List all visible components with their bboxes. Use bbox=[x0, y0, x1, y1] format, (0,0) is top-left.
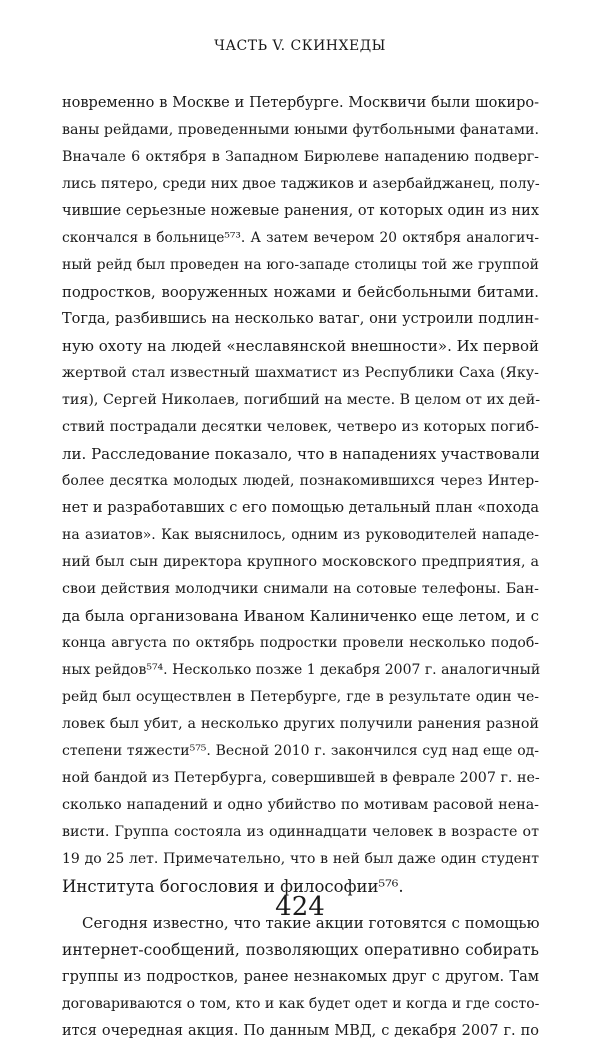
text-line: ных рейдов⁵⁷⁴. Несколько позже 1 декабря 2007 г. аналогичный bbox=[62, 662, 541, 678]
text-line: свои действия молодчики снимали на сотовые телефоны. Бан- bbox=[62, 581, 539, 597]
text-line: ствий пострадали десятки человек, четверо из которых погиб- bbox=[62, 419, 539, 435]
text-line: скончался в больнице⁵⁷³. А затем вечером 20 октября аналогич- bbox=[62, 230, 539, 246]
text-line: ваны рейдами, проведенными юными футбольными фанатами. bbox=[62, 122, 539, 138]
text-line: 19 до 25 лет. Примечательно, что в ней был даже один студент bbox=[62, 851, 539, 867]
text-line: сколько нападений и одно убийство по мотивам расовой нена- bbox=[62, 797, 539, 813]
running-title: ЧАСТЬ V. СКИНХЕДЫ bbox=[214, 38, 386, 54]
page-header bbox=[0, 38, 600, 54]
paragraph bbox=[62, 910, 539, 1045]
paragraph bbox=[62, 90, 539, 900]
text-line: Вначале 6 октября в Западном Бирюлеве нападению подверг- bbox=[62, 149, 539, 165]
text-line: лись пятеро, среди них двое таджиков и азербайджанец, полу- bbox=[62, 176, 540, 192]
text-line: более десятка молодых людей, познакомившихся через Интер- bbox=[62, 473, 539, 489]
text-line: Института богословия и философии⁵⁷⁶. bbox=[62, 877, 404, 896]
text-line: ний был сын директора крупного московского предприятия, а bbox=[62, 554, 539, 570]
text-line: нет и разработавших с его помощью детальный план «похода bbox=[62, 500, 539, 516]
text-line: да была организована Иваном Калиниченко еще летом, и с bbox=[62, 607, 539, 625]
text-line: Тогда, разбившись на несколько ватаг, они устроили подлин- bbox=[62, 311, 539, 327]
text-line: конца августа по октябрь подростки провели несколько подоб- bbox=[62, 635, 539, 651]
text-line: ли. Расследование показало, что в нападениях участвовали bbox=[62, 445, 540, 463]
text-line: новременно в Москве и Петербурге. Москвичи были шокиро- bbox=[62, 95, 539, 111]
text-line: на азиатов». Как выяснилось, одним из руководителей нападе- bbox=[62, 527, 539, 543]
page-number: 424 bbox=[275, 892, 325, 922]
text-line: чившие серьезные ножевые ранения, от которых один из них bbox=[62, 203, 539, 219]
text-line: подростков, вооруженных ножами и бейсбольными битами. bbox=[62, 284, 539, 301]
text-line: Сегодня известно, что такие акции готовятся с помощью bbox=[82, 914, 540, 932]
text-line: интернет-сообщений, позволяющих оперативно собирать bbox=[62, 941, 539, 959]
text-line: договариваются о том, кто и как будет одет и когда и где состо- bbox=[62, 996, 540, 1012]
text-line: ловек был убит, а несколько других получили ранения разной bbox=[62, 716, 539, 732]
text-line: степени тяжести⁵⁷⁵. Весной 2010 г. закончился суд над еще од- bbox=[62, 743, 539, 759]
text-line: ной бандой из Петербурга, совершившей в феврале 2007 г. не- bbox=[62, 770, 540, 786]
text-line: висти. Группа состояла из одиннадцати человек в возрасте от bbox=[62, 824, 539, 840]
text-line: группы из подростков, ранее незнакомых друг с другом. Там bbox=[62, 969, 539, 985]
text-line: ную охоту на людей «неславянской внешности». Их первой bbox=[62, 337, 539, 355]
text-line: ится очередная акция. По данным МВД, с декабря 2007 г. по bbox=[62, 1023, 539, 1039]
text-line: тия), Сергей Николаев, погибший на месте. В целом от их дей- bbox=[62, 392, 541, 408]
text-line: ный рейд был проведен на юго-западе столицы той же группой bbox=[62, 257, 539, 273]
text-line: жертвой стал известный шахматист из Республики Саха (Яку- bbox=[62, 365, 539, 381]
text-line: рейд был осуществлен в Петербурге, где в результате один че- bbox=[62, 689, 539, 705]
